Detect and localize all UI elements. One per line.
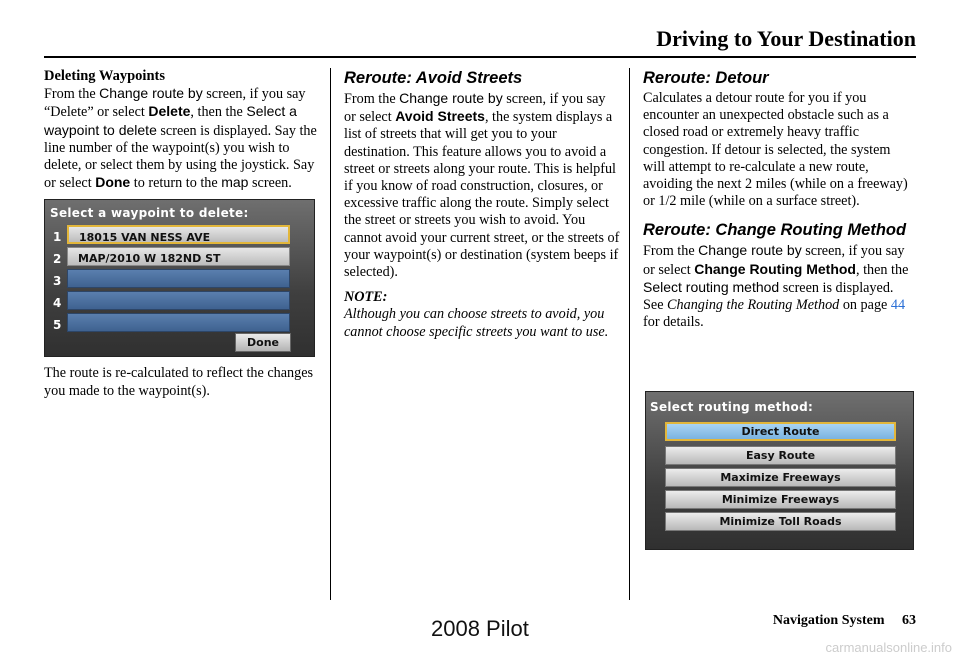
text-run: Delete [148, 103, 191, 120]
text-run: Select a waypoint to delete [44, 103, 297, 138]
text-run: , the system displays a list of streets that will get you to your destination. This feature allows you to avoid a street or streets along your route. This is helpful if you know of road construction, closures, or excessive traffic along the route. Simply select the street or streets you wish to avoid. You cannot avoid your current street, or the streets of your waypoint(s) or destination (system beeps if selected). [344, 109, 620, 281]
page-footer-label [773, 613, 916, 629]
paragraph-route-recalculated: The route is re-calculated to reflect the changes you made to the waypoint(s). [44, 365, 314, 399]
waypoint-number-4: 4 [53, 296, 62, 311]
waypoint-row-2-label: MAP/2010 W 182ND ST [78, 252, 221, 266]
footer-section-name: Navigation System [772, 613, 885, 628]
text-run: on page [839, 297, 891, 314]
paragraph-deleting-waypoints [44, 85, 319, 192]
text-run: map [221, 174, 249, 191]
text-run: screen, if you say or select [344, 91, 606, 126]
header-rule [44, 56, 916, 58]
waypoint-number-5: 5 [53, 318, 62, 333]
waypoint-screen-title: Select a waypoint to delete: [50, 206, 249, 221]
text-run: Changing the Routing Method [667, 297, 840, 314]
routing-screen-title: Select routing method: [650, 400, 814, 414]
heading-detour: Reroute: Detour [643, 69, 769, 87]
text-run: screen. [248, 175, 292, 192]
note-heading: NOTE: [344, 289, 388, 306]
waypoint-row-4[interactable] [67, 291, 290, 310]
text-run: From the [44, 86, 100, 103]
text-run: screen, if you say “Delete” or select [44, 86, 306, 121]
option-maximize-freeways[interactable]: Maximize Freeways [665, 468, 896, 487]
page-header-title: Driving to Your Destination [656, 26, 916, 51]
option-minimize-freeways[interactable]: Minimize Freeways [665, 490, 896, 509]
waypoint-row-1[interactable] [67, 225, 290, 244]
column-detour-routing [643, 68, 915, 331]
text-run: screen, if you say or select [643, 243, 905, 278]
option-direct-route[interactable]: Direct Route [665, 422, 896, 441]
text-run[interactable]: 44 [890, 297, 906, 314]
text-run: From the [344, 91, 400, 107]
option-minimize-toll-roads[interactable]: Minimize Toll Roads [665, 512, 896, 531]
heading-avoid-streets: Reroute: Avoid Streets [344, 69, 523, 87]
routing-method-screen [645, 391, 914, 550]
waypoint-number-3: 3 [53, 274, 62, 289]
text-run: Change route by [698, 242, 802, 259]
paragraph-detour: Calculates a detour route for you if you encounter an unexpected obstacle such as a closed road or extremely heavy traffic congestion. If detour is selected, the system will attempt to re-calculate a new route, avoiding the next 2 miles (while on a freeway) or 1/2 mile (while on a surface street). [643, 90, 908, 210]
waypoint-number-2: 2 [53, 252, 62, 267]
page-number: 63 [902, 613, 916, 628]
column-avoid-streets [344, 68, 620, 341]
text-run: Change Routing Method [694, 260, 856, 277]
column-deleting-waypoints [44, 68, 319, 400]
text-run: screen is displayed. Say the line number of the waypoint(s) you wish to delete, or select them by using the joystick. Say or select [44, 122, 317, 192]
text-run: Select routing method [643, 278, 780, 295]
column-divider-right [629, 68, 630, 600]
text-run: Done [95, 174, 131, 191]
waypoint-delete-screen [44, 199, 315, 357]
waypoint-row-1-label: 18015 VAN NESS AVE [79, 231, 211, 245]
note-text: Although you can choose streets to avoid, you cannot choose specific streets you want to use. [344, 306, 609, 340]
text-run: for details. [643, 314, 704, 331]
paragraph-avoid-streets [344, 90, 620, 281]
waypoint-number-1: 1 [53, 230, 62, 245]
paragraph-change-routing-method [643, 242, 915, 331]
text-run: From the [643, 243, 699, 260]
heading-deleting-waypoints: Deleting Waypoints [44, 68, 165, 84]
watermark-text: carmanualsonline.info [825, 640, 952, 655]
text-run: Change route by [399, 90, 503, 106]
option-easy-route[interactable]: Easy Route [665, 446, 896, 465]
done-button[interactable]: Done [235, 333, 291, 352]
text-run: , then the [855, 261, 909, 278]
waypoint-row-2[interactable] [67, 247, 290, 266]
text-run: , then the [190, 104, 247, 121]
text-run: Change route by [99, 85, 203, 102]
waypoint-row-3[interactable] [67, 269, 290, 288]
column-divider-left [330, 68, 331, 600]
waypoint-row-5[interactable] [67, 313, 290, 332]
text-run: to return to the [130, 175, 222, 192]
text-run: screen is displayed. See [643, 279, 894, 314]
footer-model-name: 2008 Pilot [431, 616, 529, 641]
text-run: Avoid Streets [395, 108, 485, 125]
heading-change-routing-method: Reroute: Change Routing Method [643, 221, 907, 240]
